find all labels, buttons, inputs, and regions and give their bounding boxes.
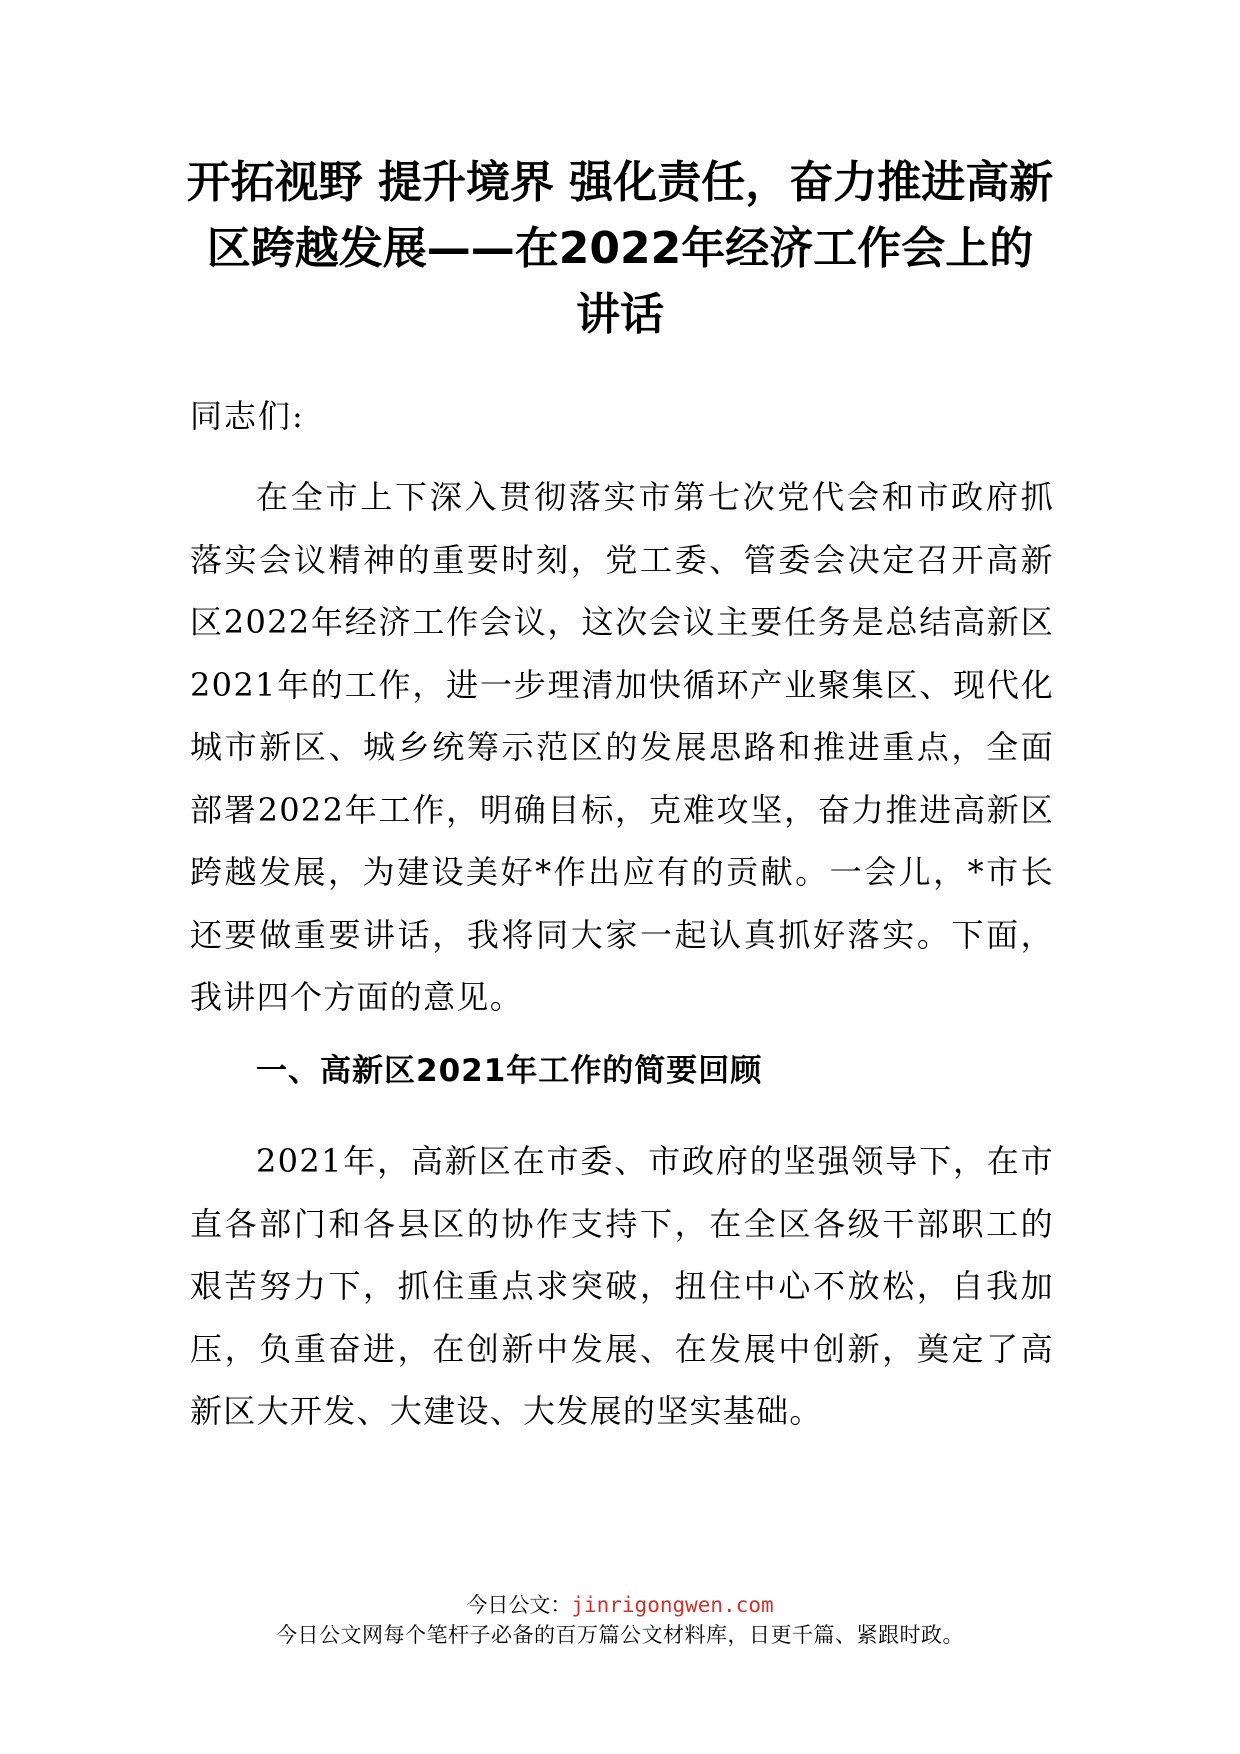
footer-site-label: 今日公文： bbox=[466, 1593, 572, 1617]
document-title: 开拓视野 提升境界 强化责任，奋力推进高新区跨越发展——在2022年经济工作会上的讲话 bbox=[186, 157, 1054, 340]
footer-site-line bbox=[0, 1590, 1240, 1620]
footer-slogan: 今日公文网每个笔杆子必备的百万篇公文材料库，日更千篇、紧跟时政。 bbox=[276, 1623, 964, 1647]
body-paragraph-2: 2021年，高新区在市委、市政府的坚强领导下，在市直各部门和各县区的协作支持下，在全区各级干部职工的艰苦努力下，抓住重点求突破，扭住中心不放松，自我加压，负重奋进，在创新中发展、在发展中创新，奠定了高新区大开发、大建设、大发展的坚实基础。 bbox=[190, 1142, 1054, 1430]
section-heading-1: 一、高新区2021年工作的简要回顾 bbox=[256, 1053, 763, 1089]
footer-site-url[interactable]: jinrigongwen.com bbox=[571, 1593, 774, 1617]
salutation: 同志们: bbox=[190, 397, 305, 435]
body-paragraph-1: 在全市上下深入贯彻落实市第七次党代会和市政府抓落实会议精神的重要时刻，党工委、管委会决定召开高新区2022年经济工作会议，这次会议主要任务是总结高新区2021年的工作，进一步理清加快循环产业聚集区、现代化城市新区、城乡统筹示范区的发展思路和推进重点，全面部署2022年工作，明确目标，克难攻坚，奋力推进高新区跨越发展，为建设美好*作出应有的贡献。一会儿，*市长还要做重要讲话，我将同大家一起认真抓好落实。下面，我讲四个方面的意见。 bbox=[190, 478, 1054, 1016]
